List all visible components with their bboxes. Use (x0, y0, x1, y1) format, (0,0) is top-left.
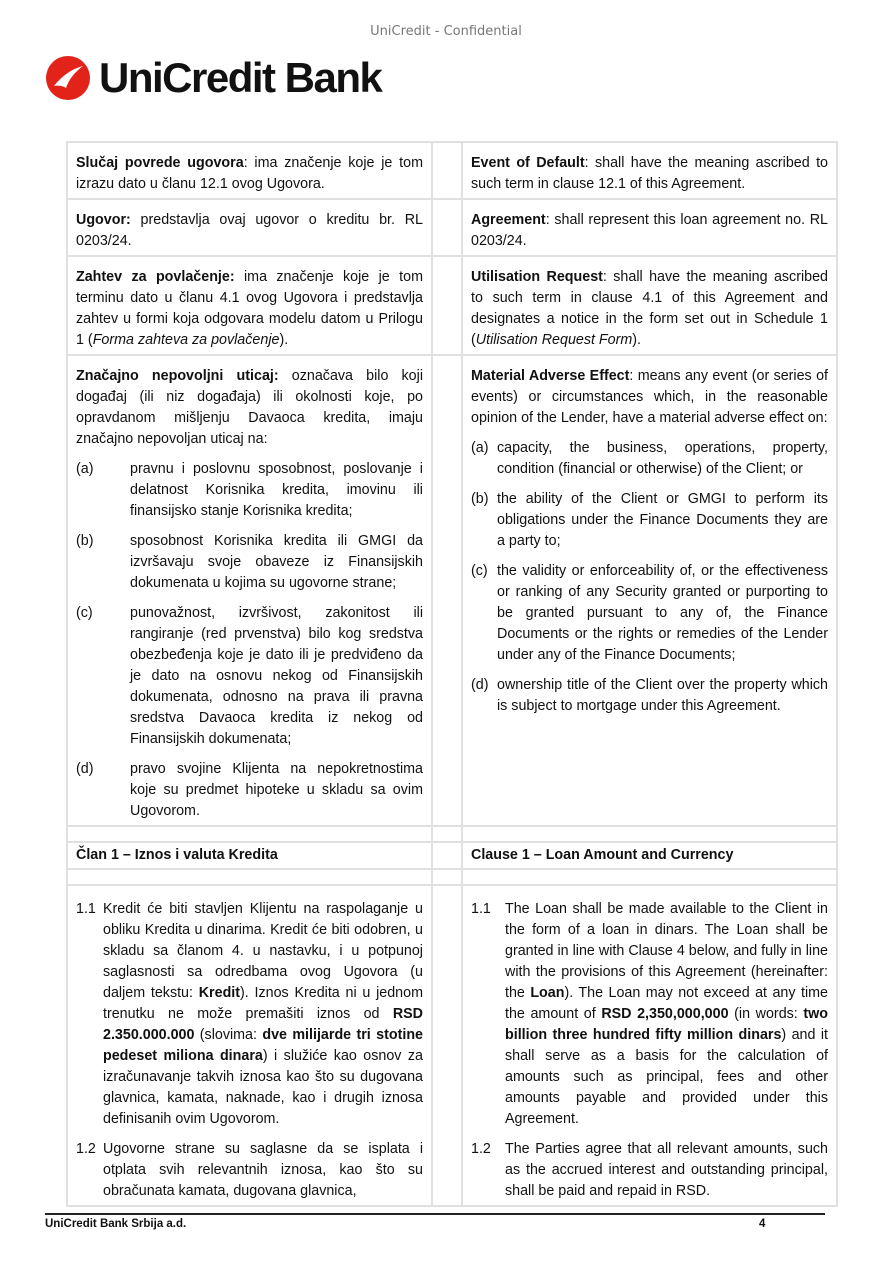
column-gap (432, 199, 462, 256)
spacer-cell (432, 869, 462, 885)
spacer-row (67, 869, 837, 885)
item-text: pravo svojine Klijenta na nepokretnostima koje su predmet hipoteke u skladu sa ovim Ugovorom. (130, 761, 423, 819)
defined-term: Loan (530, 985, 565, 1001)
definition-text: označava bilo koji događaj (ili niz događaja) ili okolnosti koje, po opravdanom mišljenju Davaoca kredita, imaju značajno nepovoljan uticaj na: (76, 368, 423, 447)
paragraph-number: 1.1 (76, 901, 96, 917)
text-run: Kredit će biti stavljen Klijentu na raspolaganje u obliku Kredita u dinarima. Kredit će biti odobren, u skladu sa članom 4. u nastavku, i u potpunoj saglasnosti sa odredbama ovog Ugovora (u daljem tekstu: (103, 901, 423, 1001)
english-cell (462, 199, 837, 256)
defined-term: Zahtev za povlačenje: (76, 269, 235, 285)
confidential-label: UniCredit - Confidential (370, 24, 522, 39)
paragraph-number: 1.2 (471, 1141, 491, 1157)
numbered-paragraph (471, 1139, 828, 1202)
defined-term: Agreement (471, 212, 546, 228)
item-text: the validity or enforceability of, or the effectiveness or ranking of any Security granted or purporting to be granted pursuant to any of, the Finance Documents or the rights or remedies of the Lender under any of the Finance Documents; (497, 563, 828, 663)
unicredit-logo-icon (45, 55, 91, 101)
definition-text: : shall have the meaning ascribed to such term in clause 4.1 of this Agreement and designates a notice in the form set out in Schedule 1 ( (471, 269, 828, 348)
list-item (76, 759, 423, 822)
definition-text-end: ). (632, 332, 642, 348)
column-gap (432, 256, 462, 355)
item-label: (a) (76, 461, 94, 477)
item-label: (c) (76, 605, 93, 621)
text-run: ) i služiće kao osnov za izračunavanje takvih iznosa kao što su dugovana glavnica, kamata, naknade, kao i drugih iznosa definisanih ovim Ugovorom. (103, 1048, 423, 1127)
unicredit-logo (45, 52, 381, 104)
defined-term: Event of Default (471, 155, 585, 171)
defined-term: Ugovor: (76, 212, 131, 228)
definition-row-material-adverse-effect (67, 355, 837, 826)
definition-text: : shall represent this loan agreement no. RL 0203/24. (471, 212, 828, 249)
definition-text-end: ). (279, 332, 289, 348)
spacer-cell (67, 869, 432, 885)
definition-text: ima značenje koje je tom terminu dato u članu 4.1 ovog Ugovora i predstavlja zahtev u formi koja odgovara modelu datom u Prilogu 1 ( (76, 269, 423, 348)
paragraph-text: Ugovorne strane su saglasne da se isplata i otplata svih relevantnih iznosa, kao što su obračunata kamata, dugovana glavnica, (103, 1141, 423, 1199)
english-cell (462, 885, 837, 1206)
defined-term: Kredit (198, 985, 241, 1001)
list-item (471, 489, 828, 552)
paragraph-text: The Parties agree that all relevant amounts, such as the accrued interest and outstanding principal, shall be paid and repaid in RSD. (505, 1141, 828, 1199)
definition-text: : shall have the meaning ascribed to such term in clause 12.1 of this Agreement. (471, 155, 829, 192)
serbian-cell (67, 256, 432, 355)
page-number: 4 (759, 1218, 766, 1230)
numbered-paragraph (76, 1139, 423, 1202)
spacer-row (67, 826, 837, 842)
footer-company: UniCredit Bank Srbija a.d. (45, 1218, 187, 1230)
item-label: (d) (76, 761, 94, 777)
bilingual-clause-table (66, 141, 838, 1207)
paragraph-text (505, 899, 828, 1130)
item-label: (b) (471, 491, 489, 507)
loan-amount-words: two billion three hundred fifty million dinars (505, 1006, 828, 1043)
item-text: ownership title of the Client over the property which is subject to mortgage under this Agreement. (497, 677, 828, 714)
defined-term: Utilisation Request (471, 269, 603, 285)
definition-row-utilisation-request (67, 256, 837, 355)
item-text: sposobnost Korisnika kredita ili GMGI da izvršavaju svoje obaveze iz Finansijskih dokumenata u kojima su ugovorne strane; (130, 533, 423, 591)
english-cell (462, 355, 837, 826)
logo-wordmark: UniCredit Bank (99, 54, 382, 101)
english-cell (462, 256, 837, 355)
list-item (76, 459, 423, 522)
form-name: Forma zahteva za povlačenje (92, 332, 280, 348)
loan-amount-words: dve milijarde tri stotine pedeset miliona dinara (103, 1027, 423, 1064)
item-label: (c) (471, 563, 488, 579)
paragraph-text (103, 899, 423, 1130)
list-item (471, 438, 828, 480)
text-run: ). The Loan may not exceed at any time the amount of (505, 985, 828, 1022)
item-label: (a) (471, 440, 489, 456)
form-name: Utilisation Request Form (475, 332, 633, 348)
definition-row-event-of-default (67, 142, 837, 199)
text-run: ). Iznos Kredita ni u jednom trenutku ne može premašiti iznos od (103, 985, 423, 1022)
loan-amount: RSD 2,350,000,000 (601, 1006, 729, 1022)
serbian-cell (67, 355, 432, 826)
paragraph-number: 1.1 (471, 901, 491, 917)
item-label: (b) (76, 533, 94, 549)
text-run: (slovima: (194, 1027, 263, 1043)
numbered-paragraph (471, 899, 828, 1130)
defined-term: Značajno nepovoljni uticaj: (76, 368, 279, 384)
item-text: the ability of the Client or GMGI to perform its obligations under the Finance Documents they are a party to; (497, 491, 828, 549)
loan-amount: RSD 2.350.000.000 (103, 1006, 423, 1043)
text-run: The Loan shall be made available to the Client in the form of a loan in dinars. The Loan shall be granted in line with Clause 4 below, and fully in line with the provisions of this Agreement (hereinafter: the (505, 901, 828, 1001)
definition-text: : means any event (or series of events) or circumstances which, in the reasonable opinion of the Lender, have a material adverse effect on: (471, 368, 828, 426)
spacer-cell (462, 869, 837, 885)
list-item (471, 561, 828, 666)
item-text: capacity, the business, operations, property, condition (financial or otherwise) of the Client; or (497, 440, 828, 477)
defined-term: Material Adverse Effect (471, 368, 630, 384)
spacer-cell (432, 826, 462, 842)
serbian-cell (67, 885, 432, 1206)
spacer-cell (462, 826, 837, 842)
definition-row-agreement (67, 199, 837, 256)
english-cell (462, 142, 837, 199)
defined-term: Slučaj povrede ugovora (76, 155, 244, 171)
clause-body-row (67, 885, 837, 1206)
column-gap (432, 142, 462, 199)
serbian-cell (67, 199, 432, 256)
item-text: pravnu i poslovnu sposobnost, poslovanje i delatnost Korisnika kredita, imovinu ili finansijsko stanje Korisnika kredita; (130, 461, 423, 519)
spacer-cell (67, 826, 432, 842)
item-text: punovažnost, izvršivost, zakonitost ili rangiranje (red prvenstva) bilo kog sredstva obezbeđenja koje je dato ili je predviđeno da je dato na osnovu nekog od Finansijskih dokumenata, odnosno na prava ili pravna sredstva Davaoca kredita iz nekog od Finansijskih dokumenata; (130, 605, 423, 747)
column-gap (432, 842, 462, 869)
english-clause-heading: Clause 1 – Loan Amount and Currency (462, 842, 837, 869)
footer-rule (45, 1213, 825, 1215)
column-gap (432, 355, 462, 826)
serbian-cell (67, 142, 432, 199)
text-run: ) and it shall serve as a basis for the calculation of amounts such as principal, fees and other amounts payable and provided under this Agreement. (505, 1027, 828, 1127)
column-gap (432, 885, 462, 1206)
text-run: (in words: (728, 1006, 804, 1022)
paragraph-number: 1.2 (76, 1141, 96, 1157)
serbian-clause-heading: Član 1 – Iznos i valuta Kredita (67, 842, 432, 869)
clause-heading-row (67, 842, 837, 869)
list-item (76, 531, 423, 594)
item-label: (d) (471, 677, 489, 693)
definition-text: predstavlja ovaj ugovor o kreditu br. RL 0203/24. (76, 212, 423, 249)
list-item (76, 603, 423, 750)
list-item (471, 675, 828, 717)
definition-text: : ima značenje koje je tom izrazu dato u članu 12.1 ovog Ugovora. (76, 155, 423, 192)
numbered-paragraph (76, 899, 423, 1130)
